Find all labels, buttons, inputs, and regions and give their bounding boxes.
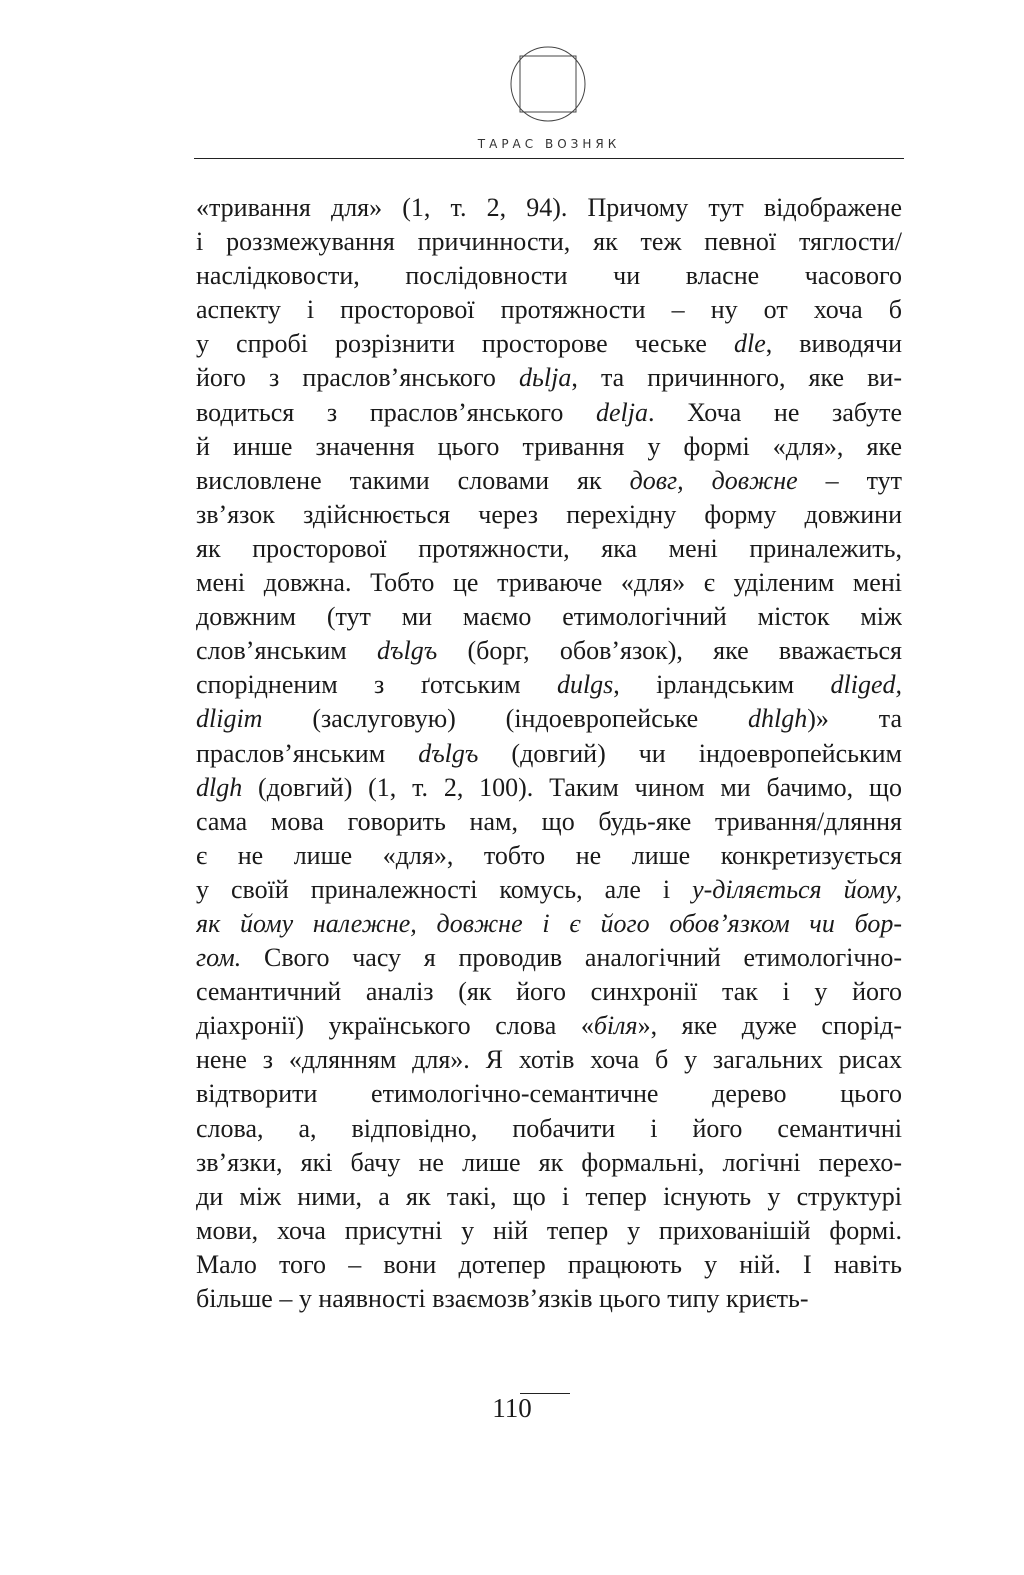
text-segment: зв’язок здійснюється через перехідну форму довжини [196, 499, 902, 529]
text-line [196, 361, 902, 395]
text-segment: сама мова говорить нам, що будь-яке тривання/дляння [196, 806, 902, 836]
italic-term: як йому належне, довжне і є його обов’язком чи бор- [196, 908, 902, 938]
circle-square-emblem-icon [508, 42, 588, 126]
text-segment: », яке дуже спорід- [637, 1011, 902, 1041]
italic-term: dliged, [830, 670, 902, 700]
text-line [196, 498, 902, 532]
text-line [196, 873, 902, 907]
text-segment: – тут [797, 465, 902, 495]
text-line [196, 634, 902, 668]
text-line [196, 1248, 902, 1282]
text-segment: є не лише «для», тобто не лише конкретизується [196, 840, 902, 870]
text-line [196, 1282, 902, 1316]
text-line [196, 805, 902, 839]
text-segment: Свого часу я проводив аналогічний етимологічно- [241, 943, 902, 973]
text-line [196, 941, 902, 975]
text-line [196, 293, 902, 327]
text-line [196, 839, 902, 873]
text-segment: (довгий) чи індоевропейським [478, 738, 902, 768]
text-segment: . Хоча не забуте [648, 397, 902, 427]
text-line [196, 668, 902, 702]
text-line [196, 225, 902, 259]
italic-term: dьlja [519, 363, 572, 393]
text-segment: мені довжна. Тобто це триваюче «для» є уділеним мені [196, 568, 902, 598]
text-line [196, 191, 902, 225]
text-line [196, 702, 902, 736]
italic-term: у-діляється йому, [692, 874, 902, 904]
text-segment: довжним (тут ми маємо етимологічний місток між [196, 602, 902, 632]
text-segment: праслов’янським [196, 738, 419, 768]
text-line [196, 532, 902, 566]
text-line [196, 1043, 902, 1077]
header-rule [194, 158, 904, 159]
text-line [196, 975, 902, 1009]
text-line [196, 1009, 902, 1043]
italic-term: dulgs [556, 670, 614, 700]
text-segment: й инше значення цього тривання у формі «для», яке [196, 431, 902, 461]
italic-term: dъlgъ [376, 636, 438, 666]
text-segment: спорідненим з ґотським [196, 670, 557, 700]
italic-term: delja [596, 397, 648, 427]
text-line [196, 259, 902, 293]
text-segment: «тривання для» (1, т. 2, 94). Причому тут відображене [196, 193, 902, 222]
text-segment: як просторової протяжности, яка мені приналежить, [196, 533, 902, 563]
text-segment: і роззмежування причинности, як теж певної тяглости/ [196, 227, 902, 257]
text-line [196, 396, 902, 430]
text-segment: відтворити етимологічно-семантичне дерево цього [196, 1079, 902, 1109]
text-segment: слов’янським [196, 636, 377, 666]
text-segment: , та причинного, яке ви- [571, 363, 902, 393]
text-segment: Мало того – вони дотепер працюють у ній. І навіть [196, 1249, 902, 1279]
text-segment: , виводячи [765, 329, 902, 359]
text-line [196, 430, 902, 464]
italic-term: гом. [196, 943, 242, 973]
text-line [196, 737, 902, 771]
text-segment: аспекту і просторової протяжности – ну от хоча б [196, 295, 902, 325]
italic-term: біля [593, 1011, 638, 1041]
text-line [196, 1077, 902, 1111]
text-segment: , ірландським [613, 670, 831, 700]
text-segment: (довгий) (1, т. 2, 100). Таким чином ми бачимо, що [242, 772, 902, 802]
text-line [196, 907, 902, 941]
text-line [196, 464, 902, 498]
text-segment: наслідковости, послідовности чи власне часового [196, 261, 902, 291]
text-line [196, 327, 902, 361]
text-segment: мови, хоча присутні у ній тепер у прихованішій формі. [196, 1215, 902, 1245]
text-line [196, 1180, 902, 1214]
text-segment: )» та [807, 704, 902, 734]
text-segment: у спробі розрізнити просторове чеське [196, 329, 734, 359]
text-segment: більше – у наявності взаємозв’язків цього типу криєть- [196, 1284, 809, 1313]
text-segment: водиться з праслов’янського [196, 397, 596, 427]
text-segment: семантичний аналіз (як його синхронії так і у його [196, 977, 902, 1007]
italic-term: dlgh [196, 772, 243, 802]
text-line [196, 1112, 902, 1146]
page-number: 110 [492, 1393, 532, 1423]
italic-term: dhlgh [748, 704, 808, 734]
italic-term: довг, довжне [629, 465, 798, 495]
text-segment: (борг, обов’язок), яке вважається [437, 636, 902, 666]
italic-term: dъlgъ [418, 738, 479, 768]
text-segment: його з праслов’янського [196, 363, 520, 393]
text-segment: у своїй приналежності комусь, але і [196, 874, 693, 904]
text-line [196, 771, 902, 805]
italic-term: dligim [196, 704, 263, 734]
text-line [196, 566, 902, 600]
text-segment: слова, а, відповідно, побачити і його семантичні [196, 1113, 902, 1143]
text-segment: ди між ними, а як такі, що і тепер існують у структурі [196, 1181, 902, 1211]
text-segment: діахронії) українського слова « [196, 1011, 594, 1041]
text-segment: висловлене такими словами як [196, 465, 630, 495]
text-line [196, 1146, 902, 1180]
body-text [196, 191, 902, 1316]
running-head-author: ТАРАС ВОЗНЯК [477, 137, 621, 151]
text-line [196, 600, 902, 634]
text-segment: (заслуговую) (індоевропейське [262, 704, 748, 734]
italic-term: dle [733, 329, 766, 359]
text-segment: зв’язки, які бачу не лише як формальні, логічні перехо- [196, 1147, 902, 1177]
text-segment: нене з «длянням для». Я хотів хоча б у загальних рисах [196, 1045, 902, 1075]
text-line [196, 1214, 902, 1248]
